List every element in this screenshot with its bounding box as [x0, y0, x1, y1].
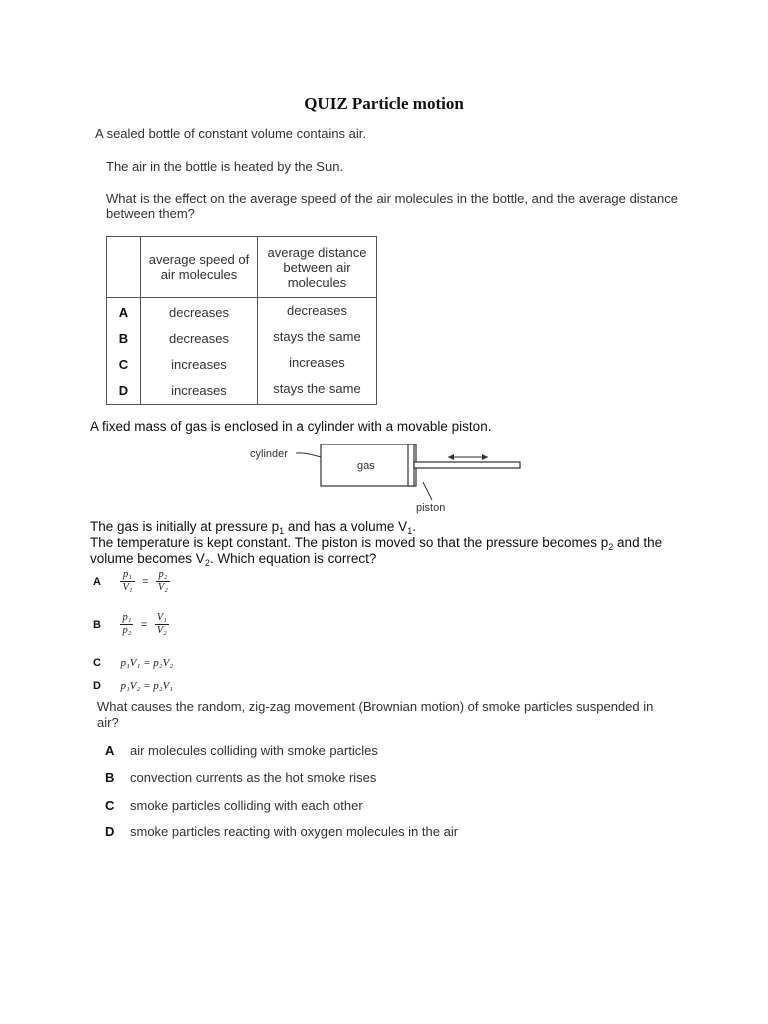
table-letters-column [107, 298, 141, 405]
gas-label: gas [357, 460, 375, 472]
fraction: $\frac{\text{p₂}}{\text{V₂}}$ [157, 569, 168, 593]
cylinder-label: cylinder [250, 448, 288, 460]
question1-intro: A sealed bottle of constant volume contains air. [95, 126, 367, 141]
table-header-distance: average distance between air molecules [258, 237, 377, 298]
question2-intro: A fixed mass of gas is enclosed in a cylinder with a movable piston. [90, 419, 492, 434]
table-cell: increases [289, 355, 345, 370]
piston-label: piston [416, 502, 446, 514]
equation-text: p₁V₁ = p₂V₂ [120, 657, 174, 669]
option-letter: A [93, 575, 101, 588]
option-letter: A [118, 305, 129, 320]
option-letter: B [118, 331, 129, 346]
table-cell: increases [171, 357, 227, 372]
equation-text: p₁V₂ = p₂V₁ [120, 680, 174, 692]
answer-option-b: B convection currents as the hot smoke rises [105, 770, 377, 785]
answer-table [106, 236, 377, 405]
table-cell: decreases [287, 303, 347, 318]
equation-option-b [93, 612, 169, 637]
table-speed-column [141, 298, 258, 405]
fraction: $\frac{\text{p₁}}{\text{p₂}}$ [122, 612, 132, 636]
option-letter: D [93, 680, 101, 692]
table-cell: stays the same [273, 381, 361, 396]
table-distance-column [258, 298, 377, 405]
arrow-right-icon [482, 454, 488, 460]
arrow-left-icon [448, 454, 454, 460]
answer-option-a: A air molecules colliding with smoke particles [105, 743, 378, 758]
piston-pointer-line [423, 482, 432, 500]
piston-rod [414, 462, 520, 468]
table-header-speed: average speed of air molecules [141, 237, 258, 298]
table-cell: stays the same [273, 329, 361, 344]
equals-sign: = [141, 575, 149, 588]
table-cell: increases [171, 383, 227, 398]
fraction: $\frac{\text{p₁}}{\text{V₁}}$ [122, 569, 133, 593]
table-cell: decreases [169, 305, 229, 320]
option-letter: C [118, 357, 129, 372]
answer-option-c: C smoke particles colliding with each other [105, 798, 363, 813]
table-cell: decreases [169, 331, 229, 346]
cylinder-pointer-line [296, 453, 321, 457]
table-header-empty [107, 237, 141, 298]
fraction: $\frac{\text{V₁}}{\text{V₂}}$ [156, 612, 167, 636]
page-title: QUIZ Particle motion [304, 94, 464, 113]
option-letter: B [93, 618, 101, 631]
option-letter: C [93, 657, 101, 669]
equation-option-c [93, 653, 173, 671]
equation-option-a [93, 569, 170, 594]
answer-option-d: D smoke particles reacting with oxygen molecules in the air [105, 824, 459, 839]
equals-sign: = [140, 618, 148, 631]
cylinder-piston-diagram [245, 444, 525, 516]
piston-head [408, 444, 414, 486]
equation-option-d [93, 676, 173, 694]
question2-text: The gas is initially at pressure $p_1$ and has a volume $V_1$. The temperature is kept constant. The piston is moved so that the pressure becomes $p_2$ and the volume becomes $V_2$. Which equation is correct? [90, 519, 663, 568]
question1-prompt: What is the effect on the average speed of the air molecules in the bottle, and the average distance between them? [106, 191, 678, 221]
option-letter: D [118, 383, 129, 398]
question3-prompt: What causes the random, zig-zag movement (Brownian motion) of smoke particles suspended in air? [97, 699, 654, 730]
question1-context: The air in the bottle is heated by the Sun. [106, 159, 344, 174]
